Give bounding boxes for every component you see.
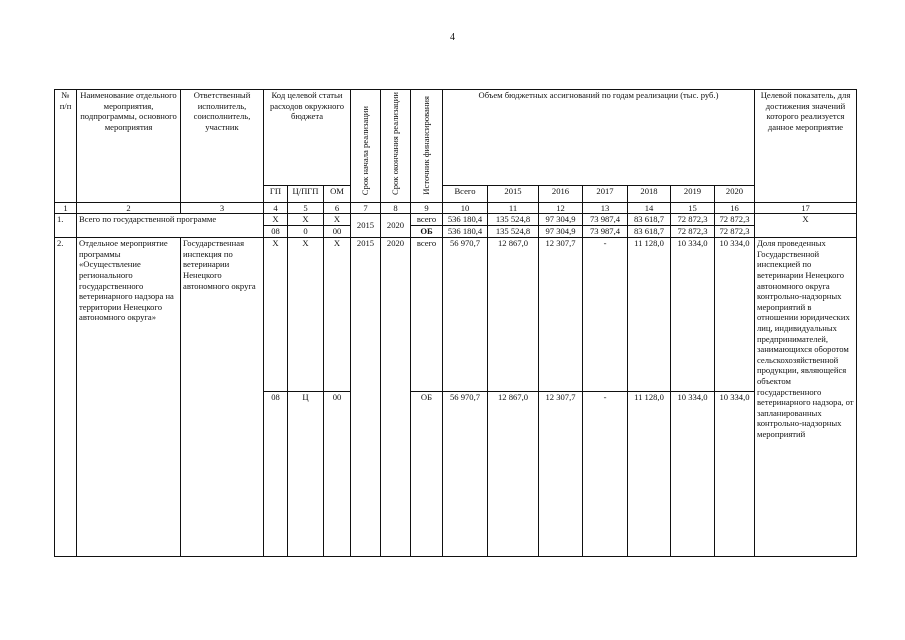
header-source: Источник финансирования	[411, 90, 443, 203]
value-cell: 83 618,7	[628, 214, 671, 226]
col-number: 15	[671, 202, 715, 214]
col-number: 17	[755, 202, 857, 214]
value-cell: 536 180,4	[443, 214, 488, 226]
value-cell: 10 334,0	[715, 238, 755, 392]
row-responsible: Государственная инспекция по ветеринарии Ненецкого автономного округа	[181, 238, 264, 557]
header-year: 2016	[539, 186, 583, 202]
value-cell: -	[583, 238, 628, 392]
col-number: 11	[488, 202, 539, 214]
row-name: Всего по государственной программе	[77, 214, 264, 238]
header-start: Срок начала реализации	[351, 90, 381, 203]
value-cell: 97 304,9	[539, 226, 583, 238]
header-year: 2019	[671, 186, 715, 202]
table-row	[55, 214, 857, 226]
value-cell: 12 867,0	[488, 392, 539, 557]
page-number: 4	[450, 32, 455, 43]
row-name: Отдельное мероприятие программы «Осуществление регионального государственного ветеринарного надзора на территории Ненецкого автономного округа»	[77, 238, 181, 557]
value-cell: 10 334,0	[715, 392, 755, 557]
col-number: 6	[324, 202, 351, 214]
col-number: 4	[264, 202, 288, 214]
col-number: 13	[583, 202, 628, 214]
gp-cell: 08	[264, 392, 288, 557]
header-target: Целевой показатель, для достижения значений которого реализуется данное мероприятие	[755, 90, 857, 203]
value-cell: 12 307,7	[539, 392, 583, 557]
start-cell: 2015	[351, 238, 381, 557]
om-cell: Х	[324, 214, 351, 226]
header-year: 2020	[715, 186, 755, 202]
om-cell: 00	[324, 392, 351, 557]
start-cell: 2015	[351, 214, 381, 238]
cpgp-cell: 0	[288, 226, 324, 238]
target-cell: Х	[755, 214, 857, 238]
value-cell: 73 987,4	[583, 226, 628, 238]
gp-cell: 08	[264, 226, 288, 238]
value-cell: -	[583, 392, 628, 557]
value-cell: 12 867,0	[488, 238, 539, 392]
value-cell: 10 334,0	[671, 392, 715, 557]
value-cell: 536 180,4	[443, 226, 488, 238]
value-cell: 11 128,0	[628, 392, 671, 557]
cpgp-cell: Х	[288, 238, 324, 392]
value-cell: 11 128,0	[628, 238, 671, 392]
header-end: Срок окончания реализации	[381, 90, 411, 203]
source-cell: ОБ	[411, 226, 443, 238]
header-name: Наименование отдельного мероприятия, подпрограммы, основного мероприятия	[77, 90, 181, 203]
value-cell: 97 304,9	[539, 214, 583, 226]
col-number: 3	[181, 202, 264, 214]
row-number: 2.	[55, 238, 77, 557]
value-cell: 72 872,3	[715, 226, 755, 238]
header-om: ОМ	[324, 186, 351, 202]
col-number: 8	[381, 202, 411, 214]
value-cell: 72 872,3	[671, 226, 715, 238]
header-num: № п/п	[55, 90, 77, 203]
cpgp-cell: Ц	[288, 392, 324, 557]
value-cell: 83 618,7	[628, 226, 671, 238]
header-year: 2018	[628, 186, 671, 202]
row-number: 1.	[55, 214, 77, 238]
header-gp: ГП	[264, 186, 288, 202]
om-cell: 00	[324, 226, 351, 238]
source-cell: ОБ	[411, 392, 443, 557]
source-cell: всего	[411, 214, 443, 226]
col-number: 12	[539, 202, 583, 214]
value-cell: 73 987,4	[583, 214, 628, 226]
budget-table	[54, 89, 857, 557]
end-cell: 2020	[381, 214, 411, 238]
value-cell: 56 970,7	[443, 238, 488, 392]
value-cell: 10 334,0	[671, 238, 715, 392]
target-cell: Доля проведенных Государственной инспекцией по ветеринарии Ненецкого автономного округа контрольно-надзорных мероприятий в отношении юридических лиц, индивидуальных предпринимателей, занимающихся оборотом сельскохозяйственной продукции, являющейся объектом государственного ветеринарного надзора, от запланированных контрольно-надзорных мероприятий	[755, 238, 857, 557]
col-number: 2	[77, 202, 181, 214]
header-year: 2015	[488, 186, 539, 202]
gp-cell: Х	[264, 238, 288, 392]
col-number: 9	[411, 202, 443, 214]
col-number: 16	[715, 202, 755, 214]
col-number: 7	[351, 202, 381, 214]
source-cell: всего	[411, 238, 443, 392]
col-number: 1	[55, 202, 77, 214]
om-cell: Х	[324, 238, 351, 392]
col-number: 5	[288, 202, 324, 214]
cpgp-cell: Х	[288, 214, 324, 226]
table-row	[55, 238, 857, 392]
value-cell: 72 872,3	[671, 214, 715, 226]
value-cell: 135 524,8	[488, 226, 539, 238]
header-volume-group: Объем бюджетных ассигнований по годам реализации (тыс. руб.)	[443, 90, 755, 186]
value-cell: 72 872,3	[715, 214, 755, 226]
end-cell: 2020	[381, 238, 411, 557]
value-cell: 135 524,8	[488, 214, 539, 226]
gp-cell: Х	[264, 214, 288, 226]
value-cell: 12 307,7	[539, 238, 583, 392]
header-responsible: Ответственный исполнитель, соисполнитель, участник	[181, 90, 264, 203]
col-number: 14	[628, 202, 671, 214]
value-cell: 56 970,7	[443, 392, 488, 557]
header-code-group: Код целевой статьи расходов окружного бюджета	[264, 90, 351, 186]
col-number: 10	[443, 202, 488, 214]
header-cpgp: Ц/ПГП	[288, 186, 324, 202]
header-year: 2017	[583, 186, 628, 202]
header-total: Всего	[443, 186, 488, 202]
